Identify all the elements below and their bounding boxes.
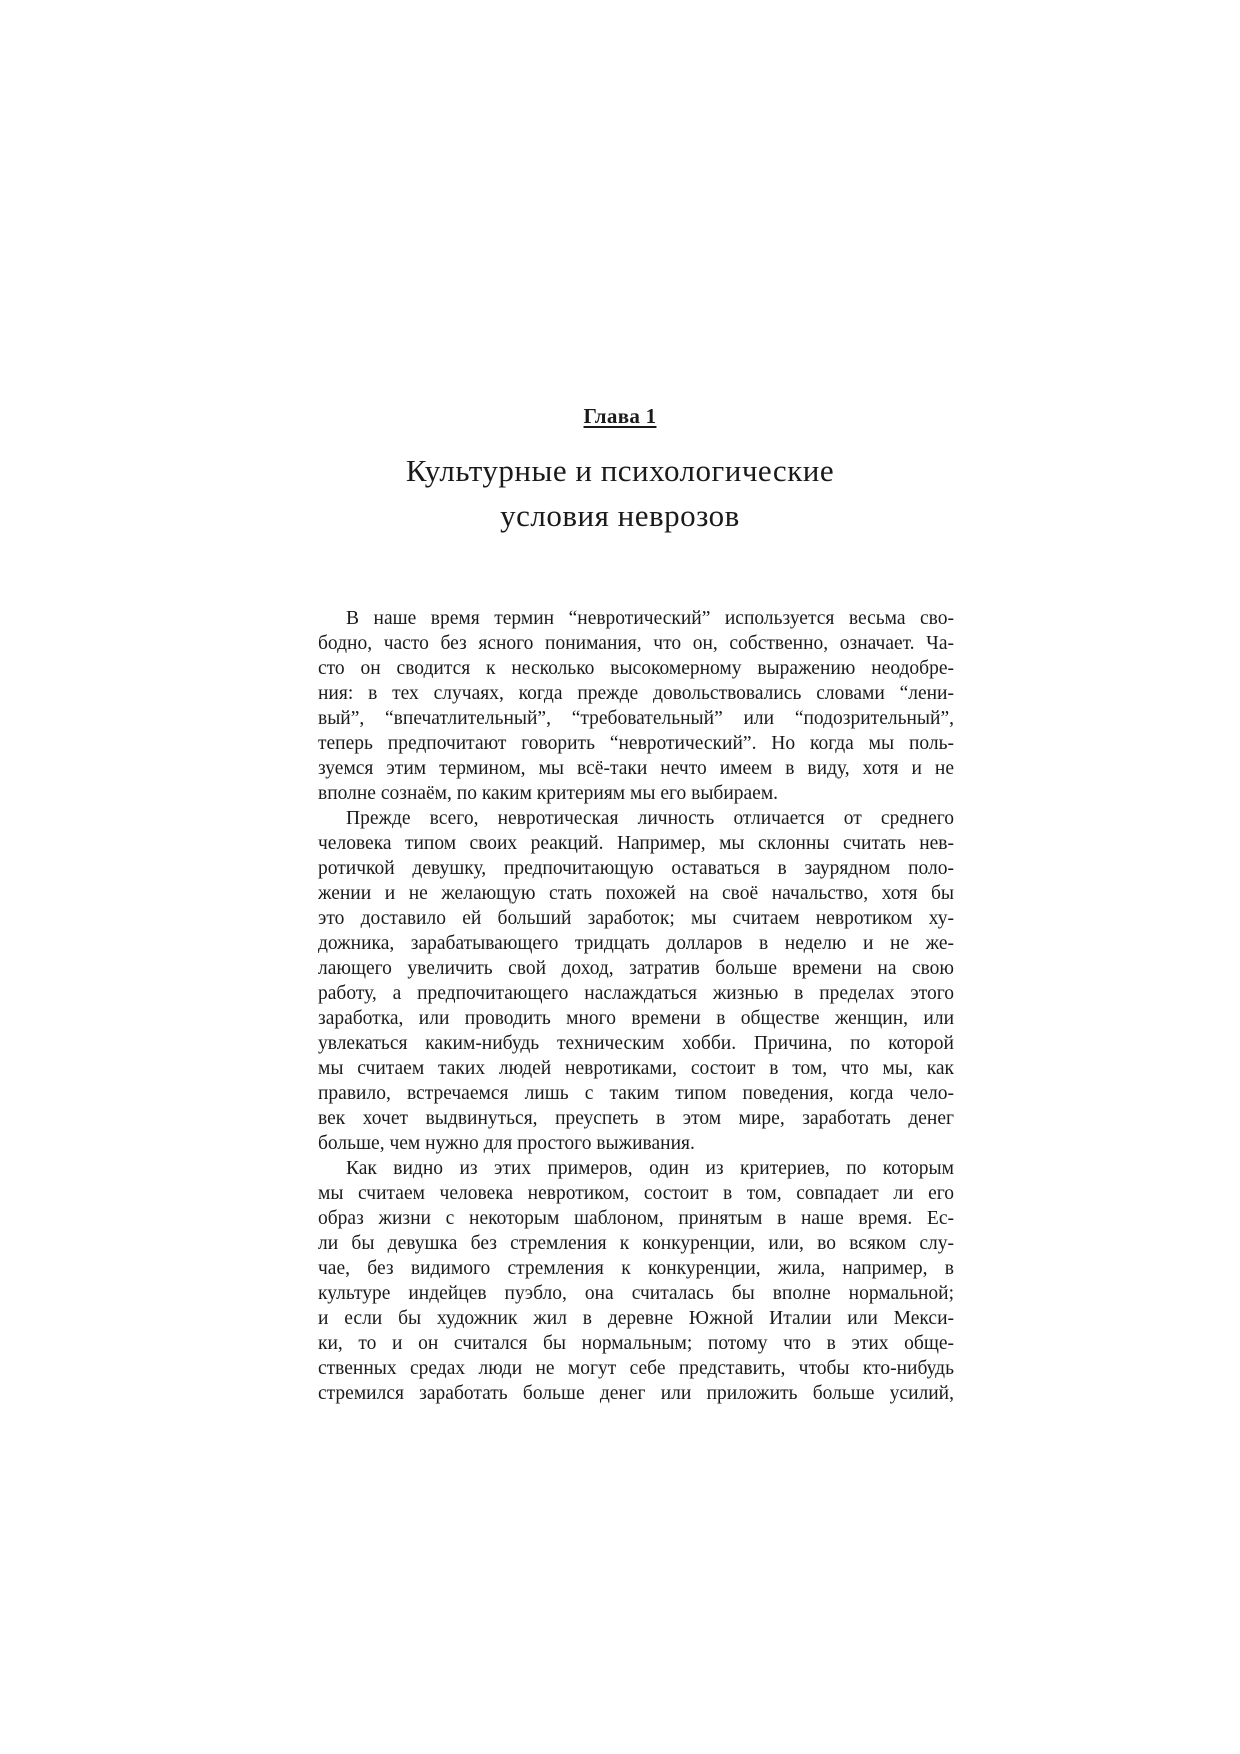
text-line: ротичкой девушку, предпочитающую оставаться в заурядном поло- — [318, 858, 954, 879]
text-line: Прежде всего, невротическая личность отличается от среднего — [346, 808, 954, 829]
text-line: и если бы художник жил в деревне Южной Италии или Мекси- — [318, 1308, 954, 1329]
text-line: стремился заработать больше денег или приложить больше усилий, — [318, 1383, 954, 1404]
text-line: вполне сознаём, по каким критериям мы его выбираем. — [318, 783, 779, 804]
text-line: жении и не желающую стать похожей на своё начальство, хотя бы — [318, 883, 954, 904]
text-line: В наше время термин “невротический” используется весьма сво- — [346, 608, 954, 629]
text-line: бодно, часто без ясного понимания, что он, собственно, означает. Ча- — [318, 633, 954, 654]
paragraph — [318, 1156, 954, 1406]
text-line: ки, то и он считался бы нормальным; потому что в этих обще- — [318, 1333, 954, 1354]
text-line: человека типом своих реакций. Например, мы склонны считать нев- — [318, 833, 954, 854]
text-line: ственных средах люди не могут себе представить, чтобы кто-нибудь — [318, 1358, 954, 1379]
paragraph — [318, 806, 954, 1156]
text-line: больше, чем нужно для простого выживания. — [318, 1133, 695, 1154]
text-line: Как видно из этих примеров, один из критериев, по которым — [346, 1158, 954, 1179]
text-line: дожника, зарабатывающего тридцать долларов в неделю и не же- — [318, 933, 954, 954]
text-line: правило, встречаемся лишь с таким типом поведения, когда чело- — [318, 1083, 954, 1104]
text-line: ли бы девушка без стремления к конкуренции, или, во всяком слу- — [318, 1233, 954, 1254]
chapter-title — [0, 448, 1240, 538]
chapter-title-line: Культурные и психологические — [405, 453, 835, 488]
text-line: лающего увеличить свой доход, затратив больше времени на свою — [318, 958, 954, 979]
chapter-label: Глава 1 — [583, 404, 657, 428]
body-text — [318, 606, 954, 1406]
text-line: мы считаем человека невротиком, состоит в том, совпадает ли его — [318, 1183, 954, 1204]
text-line: теперь предпочитают говорить “невротический”. Но когда мы поль- — [318, 733, 954, 754]
chapter-title-line: условия неврозов — [500, 498, 740, 533]
text-line: культуре индейцев пуэбло, она считалась бы вполне нормальной; — [318, 1283, 954, 1304]
text-line: чае, без видимого стремления к конкуренции, жила, например, в — [318, 1258, 954, 1279]
text-line: образ жизни с некоторым шаблоном, принятым в наше время. Ес- — [318, 1208, 954, 1229]
text-line: работу, а предпочитающего наслаждаться жизнью в пределах этого — [318, 983, 954, 1004]
text-line: вый”, “впечатлительный”, “требовательный” или “подозрительный”, — [318, 708, 954, 729]
text-line: это доставило ей больший заработок; мы считаем невротиком ху- — [318, 908, 954, 929]
text-line: заработка, или проводить много времени в обществе женщин, или — [318, 1008, 954, 1029]
paragraph — [318, 606, 954, 806]
text-line: увлекаться каким-нибудь техническим хобби. Причина, по которой — [318, 1033, 954, 1054]
text-line: зуемся этим термином, мы всё-таки нечто имеем в виду, хотя и не — [318, 758, 954, 779]
chapter-label-container — [0, 404, 1240, 429]
text-line: мы считаем таких людей невротиками, состоит в том, что мы, как — [318, 1058, 954, 1079]
text-line: сто он сводится к несколько высокомерному выражению неодобре- — [318, 658, 954, 679]
text-line: ния: в тех случаях, когда прежде довольствовались словами “лени- — [318, 683, 954, 704]
text-line: век хочет выдвинуться, преуспеть в этом мире, заработать денег — [318, 1108, 954, 1129]
